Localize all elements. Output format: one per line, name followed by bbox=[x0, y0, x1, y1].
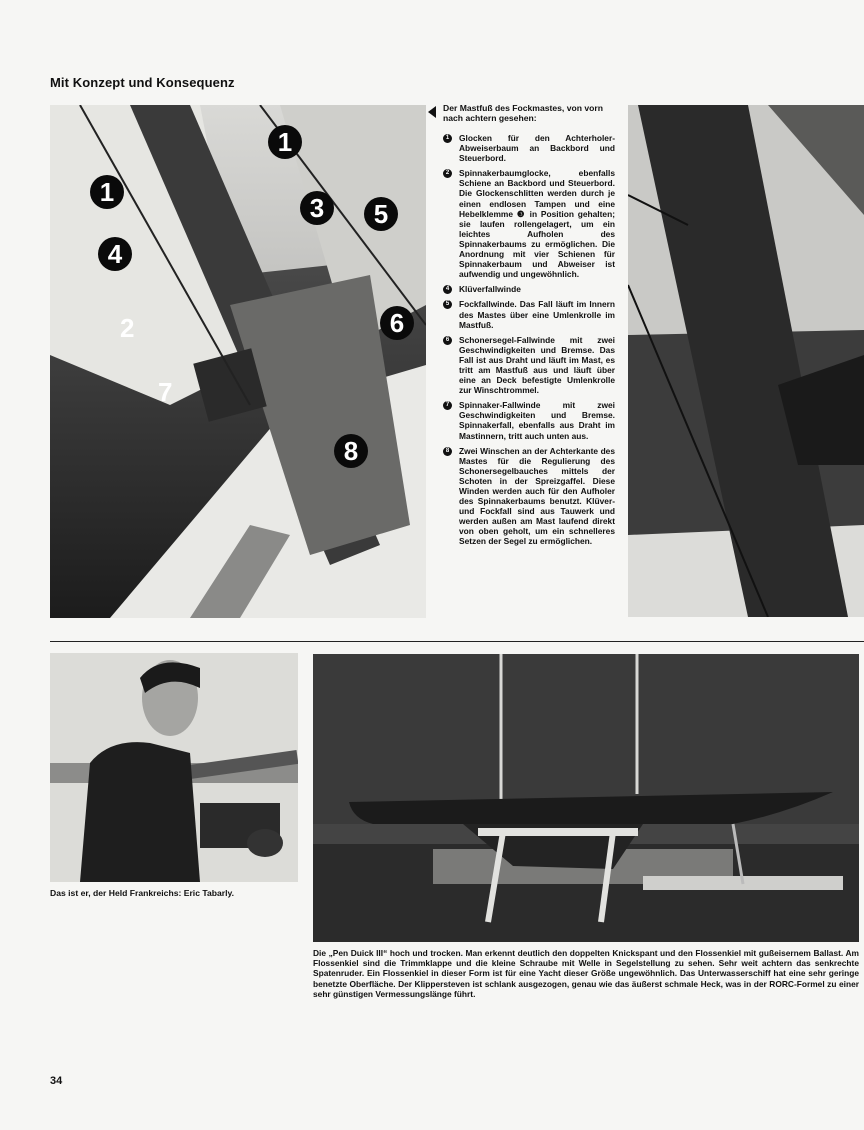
legend-item bbox=[443, 168, 615, 279]
bullet-number: 7 bbox=[443, 401, 452, 410]
legend-text: Fockfallwinde. Das Fall läuft im Innern des Mastes über eine Umlenkrolle im Mastfuß. bbox=[459, 299, 615, 330]
legend-text: Zwei Winschen an der Achterkante des Mastes für die Regulierung des Schonersegelbauches mittels der Schoten in der Spreizgaffel. Diese Winden werden auch für den Aufholer des Spinnakerbaums benutzt. Klüver- und Fockfall sind aus Tauwerk und werden außen am Mast laufend direkt von oben geholt, um ein schnelleres Setzen der Segel zu ermöglichen. bbox=[459, 445, 615, 547]
hull-photo bbox=[313, 654, 859, 942]
callout-badge: 1 bbox=[90, 175, 124, 209]
portrait-caption: Das ist er, der Held Frankreichs: Eric Tabarly. bbox=[50, 888, 235, 898]
section-divider bbox=[50, 641, 864, 642]
legend-item bbox=[443, 133, 615, 163]
legend-intro: Der Mastfuß des Fockmastes, von vorn nach achtern gesehen: bbox=[443, 103, 603, 124]
callout-badge: 3 bbox=[300, 191, 334, 225]
article-heading: Mit Konzept und Konsequenz bbox=[50, 75, 235, 90]
bullet-number: 1 bbox=[443, 134, 452, 143]
legend-text: Spinnakerbaumglocke, ebenfalls Schiene an Backbord und Steuerbord. Die Glockenschlitten werden durch je einen endlosen Tampen und eine Hebelklemme ❸ in Position gehalten; sie laufen rollengelagert, um ein leichtes Aufholen des Spinnakerbaums zu ermöglichen. Die Anordnung mit vier Schienen für Spinnakerbaum und Abweiser ist aufwendig und ungewöhnlich. bbox=[459, 168, 615, 280]
pointer-arrow-icon bbox=[428, 106, 436, 118]
mast-foot-photo bbox=[50, 105, 426, 618]
legend-text: Schonersegel-Fallwinde mit zwei Geschwindigkeiten und Bremse. Das Fall ist aus Draht und läuft im Mast, es tritt am Mastfuß aus und läuft über eine an Deck befestigte Umlenkrolle zur Winschtrommel. bbox=[459, 334, 615, 396]
callout-badge: 5 bbox=[364, 197, 398, 231]
legend-list bbox=[443, 133, 615, 552]
legend-text: Glocken für den Achterholer-Abweiserbaum an Backbord und Steuerbord. bbox=[459, 133, 615, 164]
callout-badge: 6 bbox=[380, 306, 414, 340]
mast-deck-photo bbox=[628, 105, 864, 617]
hull-caption: Die „Pen Duick III“ hoch und trocken. Man erkennt deutlich den doppelten Knickspant und den Flossenkiel mit gußeisernem Ballast. Am Flossenkiel sind die Trimmklappe und die kleine Schraube mit Welle in Segelstellung zu sehen. Sehr weit achtern das senkrechte Spatenruder. Ein Flossenkiel in dieser Form ist für eine Yacht dieser Größe ungewöhnlich. Das Unterwasserschiff hat eine sehr geringe benetzte Oberfläche. Der Klippersteven ist schlank ausgezogen, genau wie das äußerst schmale Heck, was in der RORC-Formel zu einer sehr günstigen Vermessungslänge führt. bbox=[313, 948, 859, 999]
legend-item bbox=[443, 299, 615, 329]
page-number: 34 bbox=[50, 1075, 63, 1087]
legend-text: Spinnaker-Fallwinde mit zwei Geschwindigkeiten und Bremse. Spinnakerfall, ebenfalls aus Draht im Mastinnern, tritt auch unten aus. bbox=[459, 400, 615, 441]
tabarly-portrait-photo bbox=[50, 653, 298, 882]
callout-badge: 1 bbox=[268, 125, 302, 159]
legend-text: Klüverfallwinde bbox=[459, 284, 521, 295]
bullet-number: 6 bbox=[443, 336, 452, 345]
legend-item bbox=[443, 446, 615, 547]
bullet-number: 8 bbox=[443, 447, 452, 456]
legend-item bbox=[443, 400, 615, 440]
callout-label: 2 bbox=[120, 313, 135, 343]
bullet-number: 5 bbox=[443, 300, 452, 309]
callout-label: 7 bbox=[158, 377, 173, 407]
legend-item bbox=[443, 284, 615, 294]
bullet-number: 4 bbox=[443, 285, 452, 294]
callout-badge: 8 bbox=[334, 434, 368, 468]
callout-badge: 4 bbox=[98, 237, 132, 271]
bullet-number: 2 bbox=[443, 169, 452, 178]
legend-item bbox=[443, 335, 615, 396]
